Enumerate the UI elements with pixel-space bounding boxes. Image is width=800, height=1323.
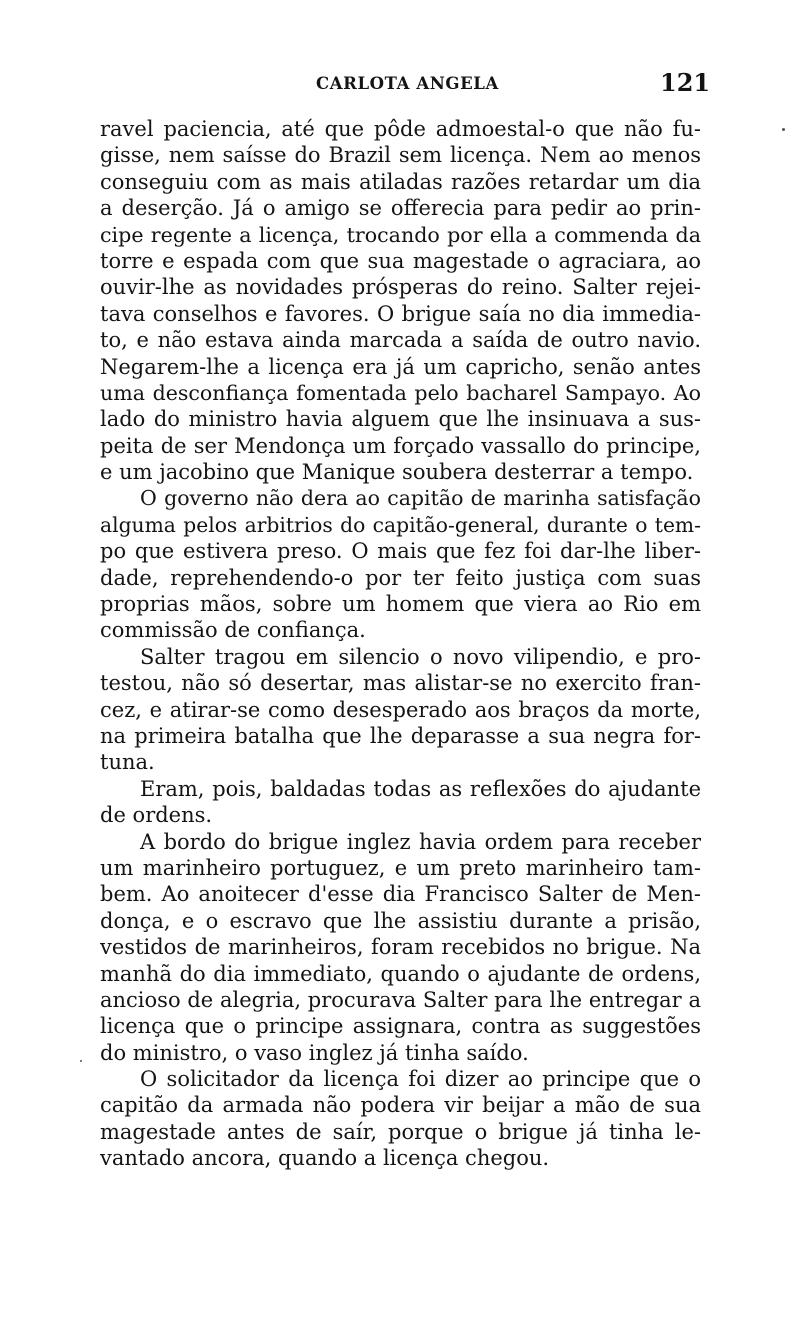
text-line: manhã do dia immediato, quando o ajudante de ordens, [100,961,701,986]
page-header [0,70,800,100]
text-line: magestade antes de saír, porque o brigue já tinha le- [100,1119,701,1144]
text-line: licença que o principe assignara, contra as suggestões [100,1014,701,1039]
text-line: na primeira batalha que lhe deparasse a sua negra for- [100,723,701,748]
text-line: commissão de confiança. [100,618,366,643]
text-line: ouvir-lhe as novidades prósperas do reino. Salter rejei- [100,275,701,300]
text-line: O solicitador da licença foi dizer ao principe que o [140,1067,701,1092]
text-line: um marinheiro portuguez, e um preto marinheiro tam- [100,855,701,880]
text-line: A bordo do brigue inglez havia ordem para receber [140,829,701,854]
text-line: ravel paciencia, até que pôde admoestal-o que não fu- [100,117,701,141]
text-line: bem. Ao anoitecer d'esse dia Francisco Salter de Men- [100,882,701,907]
text-line: lado do ministro havia alguem que lhe insinuava a sus- [100,407,701,432]
text-line: ancioso de alegria, procurava Salter para lhe entregar a [100,987,701,1012]
text-line: de ordens. [100,803,213,828]
text-line: tuna. [100,750,155,775]
text-line: Negarem-lhe a licença era já um capricho, senão antes [100,354,701,379]
text-line: po que estivera preso. O mais que fez foi dar-lhe liber- [100,539,701,564]
text-line: gisse, nem saísse do Brazil sem licença. Nem ao menos [100,143,701,168]
text-line: O governo não dera ao capitão de marinha satisfação [140,486,701,511]
print-speck [80,1060,82,1062]
text-line: testou, não só desertar, mas alistar-se no exercito fran- [100,671,701,696]
text-line: Salter tragou em silencio o novo vilipendio, e pro- [140,644,701,669]
print-speck [782,128,785,131]
text-line: proprias mãos, sobre um homem que viera ao Rio em [100,592,701,617]
text-line: torre e espada com que sua magestade o agraciara, ao [100,248,701,273]
page-number: 121 [660,68,711,97]
text-line: to, e não estava ainda marcada a saída de outro navio. [100,328,701,353]
text-line: conseguiu com as mais atiladas razões retardar um dia [100,169,701,194]
text-line: cez, e atirar-se como desesperado aos braços da morte, [100,697,701,722]
running-title: CARLOTA ANGELA [316,74,499,93]
text-line: a deserção. Já o amigo se offerecia para pedir ao prin- [100,196,701,221]
text-line: uma desconfiança fomentada pelo bacharel Sampayo. Ao [100,380,701,405]
text-line: vestidos de marinheiros, foram recebidos no brigue. Na [100,935,701,960]
text-line: peita de ser Mendonça um forçado vassallo do principe, [100,433,701,458]
body-text [100,116,701,1172]
text-line: alguma pelos arbitrios do capitão-general, durante o tem- [100,512,701,537]
text-line: capitão da armada não podera vir beijar a mão de sua [100,1093,701,1118]
text-line: dade, reprehendendo-o por ter feito justiça com suas [100,565,701,590]
text-line: vantado ancora, quando a licença chegou. [100,1146,550,1171]
text-line: donça, e o escravo que lhe assistiu durante a prisão, [100,908,701,933]
text-line: Eram, pois, baldadas todas as reflexões do ajudante [140,776,701,801]
text-line: e um jacobino que Manique soubera desterrar a tempo. [100,460,694,485]
text-line: tava conselhos e favores. O brigue saía no dia immedia- [100,301,701,326]
text-line: do ministro, o vaso inglez já tinha saído. [100,1040,529,1065]
text-line: cipe regente a licença, trocando por ella a commenda da [100,222,701,247]
